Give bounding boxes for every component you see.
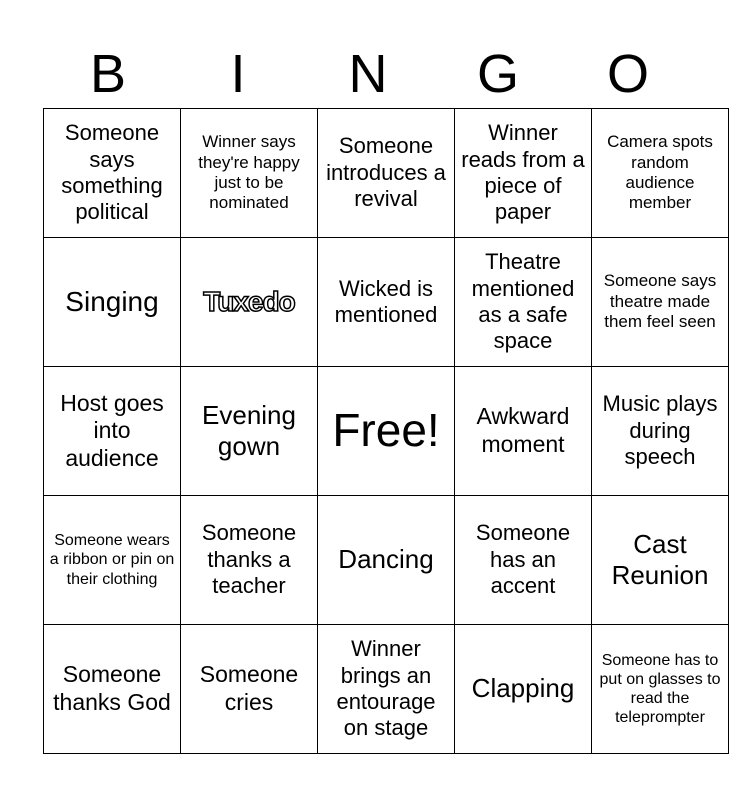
header-letter-g: G (476, 44, 519, 104)
bingo-cell[interactable]: Wicked is mentioned (318, 238, 455, 367)
bingo-cell[interactable]: Host goes into audience (44, 367, 181, 496)
bingo-cell[interactable]: Someone introduces a revival (318, 109, 455, 238)
header-letter-b: B (89, 44, 127, 104)
bingo-cell[interactable]: Winner brings an entourage on stage (318, 625, 455, 754)
bingo-row (44, 625, 729, 754)
bingo-row (44, 367, 729, 496)
bingo-cell[interactable]: Someone has an accent (455, 496, 592, 625)
bingo-cell[interactable]: Someone cries (181, 625, 318, 754)
bingo-cell[interactable]: Clapping (455, 625, 592, 754)
bingo-cell[interactable]: Tuxedo (181, 238, 318, 367)
bingo-cell[interactable]: Someone thanks a teacher (181, 496, 318, 625)
free-space-cell[interactable]: Free! (318, 367, 455, 496)
bingo-cell[interactable]: Music plays during speech (592, 367, 729, 496)
bingo-cell[interactable]: Someone thanks God (44, 625, 181, 754)
bingo-cell[interactable]: Winner reads from a piece of paper (455, 109, 592, 238)
bingo-cell[interactable]: Theatre mentioned as a safe space (455, 238, 592, 367)
bingo-cell[interactable]: Awkward moment (455, 367, 592, 496)
bingo-grid (43, 108, 729, 754)
bingo-cell[interactable]: Winner says they're happy just to be nominated (181, 109, 318, 238)
header-letter-o: O (606, 44, 649, 104)
bingo-cell[interactable]: Someone says something political (44, 109, 181, 238)
bingo-row (44, 109, 729, 238)
bingo-cell[interactable]: Camera spots random audience member (592, 109, 729, 238)
bingo-cell[interactable]: Dancing (318, 496, 455, 625)
bingo-cell[interactable]: Someone has to put on glasses to read the teleprompter (592, 625, 729, 754)
bingo-cell[interactable]: Someone wears a ribbon or pin on their clothing (44, 496, 181, 625)
bingo-cell[interactable]: Singing (44, 238, 181, 367)
bingo-header (43, 40, 693, 108)
bingo-cell[interactable]: Evening gown (181, 367, 318, 496)
header-letter-n: N (348, 44, 388, 104)
header-letter-i: I (230, 44, 246, 104)
bingo-row (44, 238, 729, 367)
bingo-row (44, 496, 729, 625)
bingo-cell[interactable]: Someone says theatre made them feel seen (592, 238, 729, 367)
bingo-cell[interactable]: Cast Reunion (592, 496, 729, 625)
